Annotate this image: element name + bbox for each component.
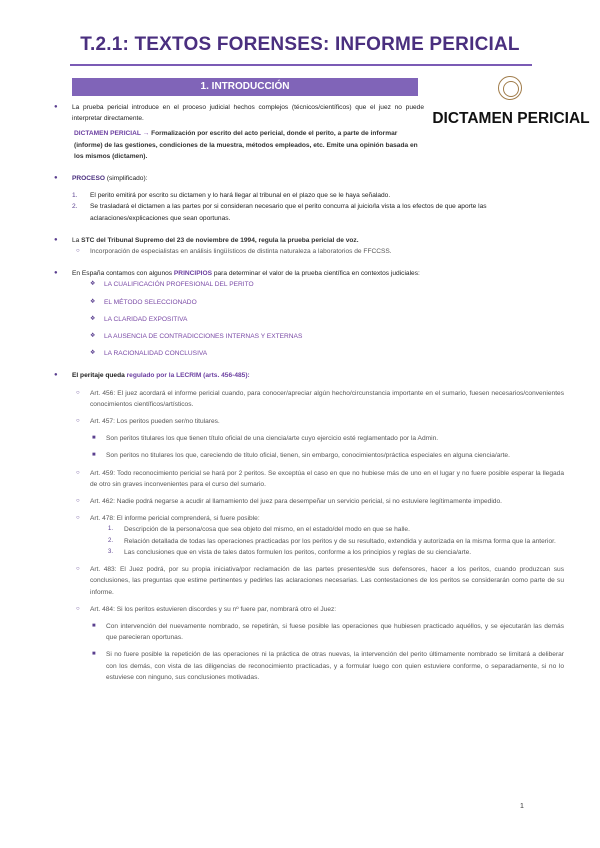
diamond-bullet-icon: ❖ xyxy=(90,281,96,288)
art-457: ○ Art. 457: Los peritos pueden ser/no titulares. xyxy=(76,418,220,426)
page-title: T.2.1: TEXTOS FORENSES: INFORME PERICIAL xyxy=(80,34,520,55)
art-478: ○ Art. 478: El informe pericial comprenderá, si fuere posible: xyxy=(76,515,260,523)
art-484: ○ Art. 484: Si los peritos estuvieren discordes y su nº fuere par, nombrará otro el Juez: xyxy=(76,605,337,613)
art-457-item: ■ Son peritos titulares los que tienen título oficial de una ciencia/arte cuyo ejercicio esté reglamentado por la Admin. xyxy=(106,433,564,444)
definition-term: DICTAMEN PERICIAL xyxy=(74,130,141,138)
circle-bullet-icon: ○ xyxy=(76,248,80,255)
document-body xyxy=(54,102,564,683)
lecrim-paragraph: ● El peritaje queda regulado por la LECRIM (arts. 456-485): xyxy=(54,370,564,381)
list-item: ❖ LA RACIONALIDAD CONCLUSIVA xyxy=(90,348,564,359)
section-heading: 1. INTRODUCCIÓN xyxy=(72,78,418,96)
stc-paragraph: ● La STC del Tribunal Supremo del 23 de noviembre de 1994, regula la prueba pericial de voz. xyxy=(54,235,564,246)
bullet-icon: ● xyxy=(54,104,58,110)
diamond-bullet-icon: ❖ xyxy=(90,298,96,305)
bullet-icon: ● xyxy=(54,175,58,182)
square-bullet-icon: ■ xyxy=(92,651,96,658)
proceso-list xyxy=(72,190,564,224)
art-484-item: ■ Si no fuere posible la repetición de las operaciones ni la práctica de otras nuevas, la intervención del perito últimamente nombrado se limitará a deliberar con los demás, con vista de las diligencias de reconocimiento practicadas, y a formular luego con quien estuviere conforme, o separadamente, si no lo estuviese con ninguno, sus conclusiones motivadas. xyxy=(92,651,564,681)
seal-icon xyxy=(498,76,522,100)
art-478-item: 2. Relación detallada de todas las operaciones practicadas por los peritos y de su resultado, extendida y autorizada en la misma forma que la anterior. xyxy=(108,537,556,545)
list-item: 2. Se trasladará el dictamen a las partes por si consideran necesario que el perito concurra al juicio/la vista a los efectos de que aporte las aclaraciones/explicaciones que sean oportunas. xyxy=(72,203,487,222)
art-478-item: 1. Descripción de la persona/cosa que sea objeto del mismo, en el estado/del modo en que se halle. xyxy=(108,526,410,534)
definition-text: Formalización por escrito del acto pericial, donde el perito, a parte de informar (informe) de las gestiones, condiciones de la muestra, métodos empleados, etc. Emite una opinión basada en los mismos (dictamen). xyxy=(74,130,418,160)
square-bullet-icon: ■ xyxy=(92,452,96,459)
diamond-bullet-icon: ❖ xyxy=(90,315,96,322)
dictamen-image-label: DICTAMEN PERICIAL xyxy=(432,110,590,127)
art-484-item: ■ Con intervención del nuevamente nombrado, se repetirán, si fuese posible las operaciones que hubiesen practicado aquéllos, y se ejecutarán las demás que parecieran oportunas. xyxy=(92,622,564,642)
list-item: ❖ EL MÉTODO SELECCIONADO xyxy=(90,297,564,308)
list-item: ❖ LA CLARIDAD EXPOSITIVA xyxy=(90,314,564,325)
square-bullet-icon: ■ xyxy=(92,435,96,442)
diamond-bullet-icon: ❖ xyxy=(90,333,96,340)
principios-paragraph: ● En España contamos con algunos PRINCIPIOS para determinar el valor de la prueba científica en contextos judiciales: xyxy=(54,268,564,279)
diamond-bullet-icon: ❖ xyxy=(90,350,96,357)
art-456: ○ Art. 456: El juez acordará el informe pericial cuando, para conocer/apreciar algún hecho/circunstancia importante en el sumario, fuesen necesarios/convenientes conocimientos científicos/artísticos. xyxy=(76,389,564,408)
art-462: ○ Art. 462: Nadie podrá negarse a acudir al llamamiento del juez para desempeñar un servicio pericial, si no estuviere legítimamente impedido. xyxy=(76,498,502,506)
bullet-icon: ● xyxy=(54,270,58,277)
intro-paragraph: ● La prueba pericial introduce en el proceso judicial hechos complejos (técnicos/científicos) que el juez no puede interpretar directamente. xyxy=(54,104,424,123)
list-item: ❖ LA AUSENCIA DE CONTRADICCIONES INTERNAS Y EXTERNAS xyxy=(90,331,564,342)
art-483: ○ Art. 483: El Juez podrá, por su propia iniciativa/por reclamación de las partes presentes/de sus defensores, hacer a los peritos, cuando produzcan sus conclusiones, las preguntas que estime pertinentes y pedirles las aclaraciones necesarias. Las contestaciones de los peritos se considerarán como parte de su informe. xyxy=(76,566,564,596)
arrow-icon: → xyxy=(142,130,150,138)
page-number: 1 xyxy=(520,803,524,810)
bullet-icon: ● xyxy=(54,372,58,379)
definition-box xyxy=(74,128,426,162)
list-item: 1. El perito emitirá por escrito su dictamen y lo hará llegar al tribunal en el plazo que se le haya señalado. xyxy=(72,192,391,200)
bullet-icon: ● xyxy=(54,236,58,243)
proceso-heading: ● PROCESO (simplificado): xyxy=(54,173,564,184)
art-457-item: ■ Son peritos no titulares los que, careciendo de título oficial, tienen, sin embargo, conocimientos/práctica especiales en alguna ciencia/arte. xyxy=(106,450,564,461)
square-bullet-icon: ■ xyxy=(92,622,96,629)
stc-subitem: ○ Incorporación de especialistas en análisis lingüísticos de distinta naturaleza a laboratorios de FFCCSS. xyxy=(90,246,564,257)
art-459: ○ Art. 459: Todo reconocimiento pericial se hará por 2 peritos. Se exceptúa el caso en que no hubiese más de uno en el lugar y no fuere posible esperar la llegada de otro sin graves inconvenientes para el curso del sumario. xyxy=(76,469,564,488)
principios-list xyxy=(90,279,564,359)
art-478-item: 3. Las conclusiones que en vista de tales datos formulen los peritos, conforme a los principios y reglas de su ciencia/arte. xyxy=(108,548,472,556)
title-underline xyxy=(70,64,532,66)
list-item: ❖ LA CUALIFICACIÓN PROFESIONAL DEL PERITO xyxy=(90,279,564,290)
